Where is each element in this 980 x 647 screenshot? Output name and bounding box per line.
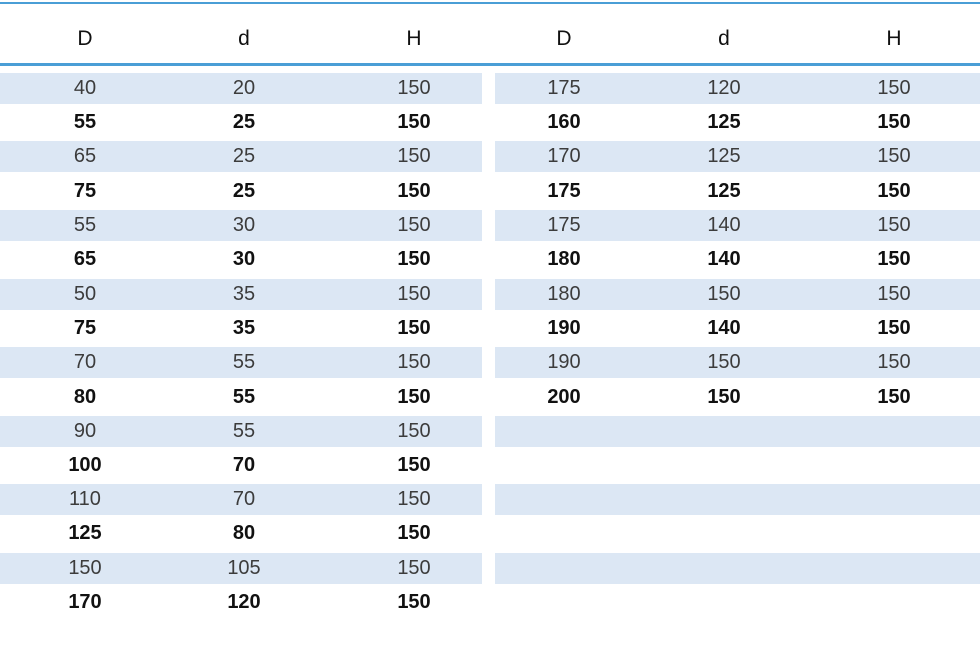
table-cell-left-d: 80	[232, 522, 256, 544]
table-cell-right-d: 150	[707, 386, 741, 408]
table-row	[495, 73, 980, 104]
table-cell-right-H: 150	[877, 351, 911, 373]
table-row	[495, 176, 980, 207]
table-cell-left-D: 75	[73, 180, 97, 202]
table-cell-left-d: 35	[232, 283, 256, 305]
table-row	[495, 587, 980, 618]
table-cell-right-H: 150	[877, 111, 911, 133]
table-header	[0, 22, 980, 56]
table-cell-left-H: 150	[397, 488, 431, 510]
table-cell-left-H: 150	[397, 351, 431, 373]
table-cell-left-D: 75	[73, 317, 97, 339]
header-cell-H-right: H	[886, 27, 902, 50]
table-row	[0, 176, 482, 207]
table-cell-left-d: 25	[232, 180, 256, 202]
table-row	[0, 279, 482, 310]
table-cell-left-d: 25	[232, 111, 256, 133]
table-cell-left-d: 30	[232, 248, 256, 270]
table-cell-right-d: 125	[707, 145, 741, 167]
table-row	[0, 587, 482, 618]
table-cell-left-H: 150	[397, 283, 431, 305]
table-cell-left-H: 150	[397, 77, 431, 99]
table-cell-left-d: 35	[232, 317, 256, 339]
header-cell-d-right: d	[718, 27, 730, 50]
table-cell-left-D: 70	[73, 351, 97, 373]
header-cell-D-right: D	[556, 27, 572, 50]
header-cell-H-left: H	[406, 27, 422, 50]
table-cell-left-H: 150	[397, 145, 431, 167]
table-cell-left-H: 150	[397, 522, 431, 544]
table-row	[495, 347, 980, 378]
table-row	[495, 416, 980, 447]
header-cell-D-left: D	[77, 27, 93, 50]
table-row	[495, 553, 980, 584]
table-cell-left-H: 150	[397, 214, 431, 236]
table-cell-left-d: 70	[232, 454, 256, 476]
table-cell-right-D: 170	[547, 145, 581, 167]
table-cell-right-d: 125	[707, 180, 741, 202]
table-row	[495, 141, 980, 172]
table-cell-left-D: 80	[73, 386, 97, 408]
table-cell-right-D: 190	[547, 317, 581, 339]
table-cell-left-H: 150	[397, 420, 431, 442]
table-cell-left-d: 25	[232, 145, 256, 167]
table-cell-left-D: 65	[73, 145, 97, 167]
table-cell-right-d: 140	[707, 248, 741, 270]
table-cell-left-d: 20	[232, 77, 256, 99]
table-cell-right-d: 140	[707, 317, 741, 339]
table-cell-right-D: 180	[547, 248, 581, 270]
table-cell-left-D: 100	[68, 454, 102, 476]
table-cell-left-D: 90	[73, 420, 97, 442]
table-cell-left-d: 30	[232, 214, 256, 236]
table-cell-right-d: 125	[707, 111, 741, 133]
table-row	[495, 450, 980, 481]
table-cell-left-d: 55	[232, 420, 256, 442]
table-row	[0, 416, 482, 447]
table-cell-right-D: 190	[547, 351, 581, 373]
table-cell-left-d: 55	[232, 386, 256, 408]
table-cell-left-H: 150	[397, 248, 431, 270]
table-cell-right-D: 175	[547, 180, 581, 202]
table-row	[495, 484, 980, 515]
table-row	[0, 450, 482, 481]
table-cell-right-H: 150	[877, 386, 911, 408]
table-cell-right-H: 150	[877, 77, 911, 99]
table-cell-left-D: 65	[73, 248, 97, 270]
table-row	[495, 382, 980, 413]
table-cell-left-H: 150	[397, 317, 431, 339]
table-row	[0, 518, 482, 549]
table-cell-right-d: 140	[707, 214, 741, 236]
table-row	[495, 518, 980, 549]
table-cell-left-d: 55	[232, 351, 256, 373]
table-row	[495, 107, 980, 138]
table-row	[0, 313, 482, 344]
table-row	[495, 210, 980, 241]
table-cell-right-d: 150	[707, 351, 741, 373]
table-cell-left-d: 120	[227, 591, 261, 613]
table-cell-right-d: 150	[707, 283, 741, 305]
table-cell-right-D: 175	[547, 214, 581, 236]
table-row	[495, 313, 980, 344]
table-cell-right-H: 150	[877, 317, 911, 339]
table-cell-left-D: 55	[73, 214, 97, 236]
table-cell-left-D: 40	[73, 77, 97, 99]
table-cell-left-D: 50	[73, 283, 97, 305]
table-row	[0, 141, 482, 172]
table-cell-right-D: 180	[547, 283, 581, 305]
table-cell-left-H: 150	[397, 557, 431, 579]
table-row	[0, 73, 482, 104]
table-row	[0, 347, 482, 378]
table-cell-right-H: 150	[877, 248, 911, 270]
table-cell-left-d: 70	[232, 488, 256, 510]
table-row	[0, 382, 482, 413]
table-cell-right-D: 160	[547, 111, 581, 133]
table-cell-left-H: 150	[397, 111, 431, 133]
table-cell-left-H: 150	[397, 180, 431, 202]
table-cell-left-D: 55	[73, 111, 97, 133]
table-cell-right-D: 200	[547, 386, 581, 408]
table-cell-right-D: 175	[547, 77, 581, 99]
table-row	[0, 244, 482, 275]
table-cell-right-H: 150	[877, 145, 911, 167]
table-row	[0, 484, 482, 515]
top-rule	[0, 2, 980, 4]
table-row	[0, 210, 482, 241]
table-cell-right-d: 120	[707, 77, 741, 99]
table-cell-right-H: 150	[877, 214, 911, 236]
table-row	[495, 244, 980, 275]
table-cell-left-D: 170	[68, 591, 102, 613]
table-row	[0, 107, 482, 138]
table-cell-left-H: 150	[397, 454, 431, 476]
table-cell-left-H: 150	[397, 591, 431, 613]
table-cell-left-D: 150	[68, 557, 102, 579]
header-cell-d-left: d	[238, 27, 250, 50]
table-cell-right-H: 150	[877, 180, 911, 202]
table-cell-left-d: 105	[227, 557, 261, 579]
header-rule	[0, 63, 980, 66]
table-cell-left-D: 125	[68, 522, 102, 544]
table-cell-left-H: 150	[397, 386, 431, 408]
table-row	[0, 553, 482, 584]
table-cell-right-H: 150	[877, 283, 911, 305]
table-row	[495, 279, 980, 310]
table-cell-left-D: 110	[69, 488, 101, 510]
